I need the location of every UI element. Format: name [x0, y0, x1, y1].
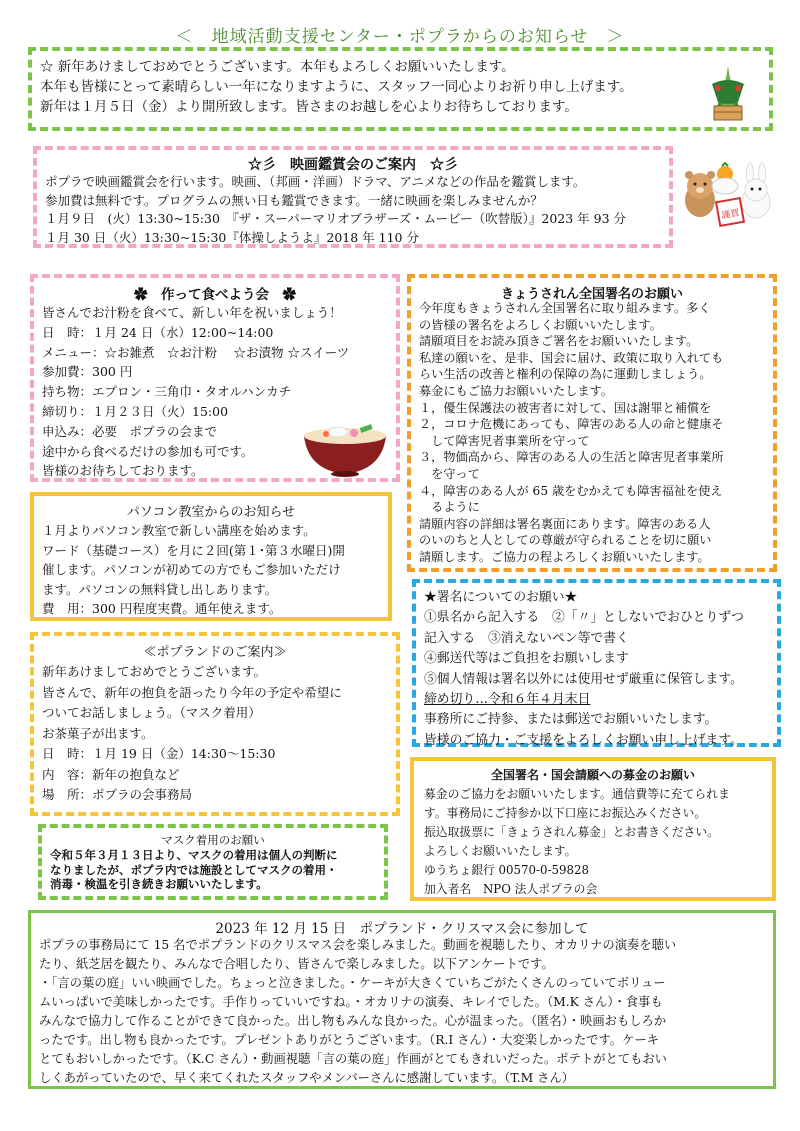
petition-title: きょうされん全国署名のお願い: [500, 287, 683, 302]
petition-line: １，優生保護法の被害者に対して、国は謝罪と補償を: [419, 400, 712, 415]
cooking-line: 持ち物：エプロン・三角巾・タオルハンカチ: [42, 384, 292, 400]
petition-line: ２，コロナ危機にあっても、障害のある人の命と健康そ: [419, 417, 724, 432]
christmas-line: たり、紙芝居を観たり、みんなで合唱したり、皆さんで楽しみました。以下アンケートです。: [39, 957, 554, 971]
movie-line: 参加費は無料です。プログラムの無い日も鑑賞できます。一緒に映画を楽しみませんか？: [45, 192, 543, 208]
donation-line: 加入者名 NPO 法人ポプラの会: [424, 882, 598, 896]
greeting-line: ☆ 新年あけましておめでとうございます。本年もよろしくお願いいたします。: [40, 59, 515, 75]
petition-line: のいのちと人としての尊厳が守られることを切に願い: [419, 533, 712, 548]
movie-box: [33, 146, 673, 248]
donation-line: よろしくお願いいたします。: [424, 844, 577, 858]
petition-line: 請願します。ご協力の程よろしくお願いいたします。: [419, 549, 710, 564]
mask-line: 消毒・検温を引き続きお願いいたします。: [50, 877, 268, 891]
pc-class-line: ます。パソコンの無料貸し出しあります。: [42, 581, 278, 597]
petition-line: を守って: [419, 466, 480, 481]
movie-title: ☆彡 映画鑑賞会のご案内 ☆彡: [248, 157, 458, 173]
greeting-line: 新年は１月５日（金）より開所致します。皆さまのお越しを心よりお待ちしております。: [40, 99, 578, 115]
donation-box: [410, 757, 776, 901]
greeting-line: 本年も皆様にとって素晴らしい一年になりますように、スタッフ一同心よりお祈り申し上げます。: [40, 79, 633, 95]
cooking-line: 皆様のお待ちしております。: [42, 463, 204, 479]
signature-line: ①県名から記入する ②「〃」としないでおひとりずつ: [424, 610, 744, 626]
page-header: ＜ 地域活動支援センター・ポプラからのお知らせ ＞: [175, 27, 625, 47]
pc-class-line: １月よりパソコン教室で新しい講座を始めます。: [42, 523, 316, 538]
donation-line: す。事務局にご持参か以下口座にお振込みください。: [424, 806, 707, 820]
popland-line: ついてお話しましょう。（マスク着用）: [42, 705, 261, 720]
donation-title: 全国署名・国会請願への募金のお願い: [490, 768, 695, 782]
new-year-animals-illustration: [678, 160, 773, 230]
popland-line: 内 容：新年の抱負など: [42, 766, 180, 782]
christmas-line: しくあがっていたので、早く来てくれたスタッフやメンバーさんに感謝しています。（T.M さん）: [39, 1071, 575, 1085]
sign-text: 謹賀: [720, 208, 741, 222]
signature-title: ★署名についてのお願い★: [424, 590, 578, 605]
pc-class-line: 費 用：300 円程度実費。通年使えます。: [42, 601, 282, 616]
donation-line: 募金のご協力をお願いいたします。通信費等に充てられま: [424, 787, 730, 801]
signature-deadline: 締め切り…令和６年４月末日: [424, 692, 591, 708]
pc-class-box: [30, 492, 392, 621]
christmas-line: ・「言の葉の庭」いい映画でした。ちょっと泣きました。・ケーキが大きくていちごがたくさんのっていてボリュー: [39, 976, 666, 990]
pc-class-line: 催します。パソコンが初めての方でもご参加いただけ: [42, 562, 341, 577]
petition-line: して障害児者事業所を守って: [419, 433, 590, 448]
popland-line: 日 時：１月 19 日（金）14:30～15:30: [42, 746, 276, 761]
movie-line: １月９日 (火）13:30~15:30 『ザ・スーパーマリオブラザーズ・ムービー（吹替版）』2023 年 93 分: [45, 211, 627, 226]
signature-line: 記入する ③消えないペン等で書く: [424, 630, 629, 646]
petition-box: [407, 274, 777, 572]
signature-notes-box: [412, 579, 781, 747]
petition-line: るように: [419, 500, 480, 515]
petition-line: ３，物価高から、障害のある人の生活と障害児者事業所: [419, 450, 724, 465]
petition-line: らい生活の改善と権利の保障の為に運動しましょう。: [419, 367, 712, 382]
movie-line: ポプラで映画鑑賞会を行います。映画、（邦画・洋画）ドラマ、アニメなどの作品を鑑賞します。: [45, 174, 586, 189]
ozoni-soup-illustration: [300, 412, 390, 477]
popland-box: [30, 632, 400, 816]
christmas-line: ポプラの事務局にて 15 名でポプランドのクリスマス会を楽しみました。動画を視聴したり、オカリナの演奏を聴い: [39, 938, 677, 952]
popland-line: 新年あけましておめでとうございます。: [42, 664, 267, 679]
greeting-box: [28, 47, 773, 131]
christmas-line: ムいっぱいで美味しかったです。手作りっていいですね。・オカリナの演奏、キレイでした。（M.K さん）・食事も: [39, 995, 663, 1009]
movie-line: １月 30 日（火）13:30~15:30『体操しようよ』2018 年 110 分: [45, 229, 419, 245]
petition-line: 請願内容の詳細は署名裏面にあります。障害のある人: [419, 516, 711, 531]
popland-line: 場 所：ポプラの会事務局: [42, 787, 193, 802]
cooking-title: ✿ 作って食べよう会 ✿: [134, 287, 296, 303]
cooking-line: 締切り：１月２３日（火）15:00: [42, 403, 229, 419]
donation-line: 振込取扱票に「きょうされん募金」とお書きください。: [424, 825, 719, 839]
mask-title: マスク着用のお願い: [161, 833, 265, 847]
mask-notice-box: [38, 824, 388, 900]
popland-title: ≪ポプランドのご案内≫: [143, 645, 287, 660]
signature-line: ⑤個人情報は署名以外には使用せず厳重に保管します。: [424, 671, 743, 687]
cooking-line: 日 時：１月 24 日（水）12:00~14:00: [42, 324, 274, 340]
petition-line: ４，障害のある人が 65 歳をむかえても障害福祉を使え: [419, 483, 723, 498]
christmas-report-box: [28, 910, 776, 1089]
christmas-line: とてもおいしかったです。（K.C さん）・動画視聴「言の葉の庭」作画がとてもきれいだった。ポテトがとてもおい: [39, 1052, 667, 1066]
donation-line: ゆうちょ銀行 00570-0-59828: [424, 863, 590, 877]
popland-line: お茶菓子が出ます。: [42, 725, 154, 741]
mask-line: 令和５年３月１３日より、マスクの着用は個人の判断に: [50, 848, 338, 862]
petition-line: 請願項目をお読み頂きご署名をお願いいたします。: [419, 334, 699, 349]
christmas-title: 2023 年 12 月 15 日 ポプランド・クリスマス会に参加して: [215, 921, 589, 937]
pc-class-title: パソコン教室からのお知らせ: [126, 505, 296, 520]
cooking-line: メニュー：☆お雑煮 ☆お汁粉 ☆お漬物 ☆スイーツ: [42, 344, 350, 360]
kadomatsu-illustration: [708, 62, 748, 122]
christmas-line: ったです。出し物も良かったです。プレゼントありがとうございます。（R.I さん）・大変楽しかったです。ケーキ: [39, 1033, 660, 1047]
petition-line: 私達の願いを、是非、国会に届け、政策に取り入れても: [419, 350, 724, 365]
petition-line: の皆様の署名をよろしくお願いいたします。: [419, 317, 662, 332]
pc-class-line: ワード（基礎コース）を月に２回(第１･第３水曜日)開: [42, 542, 345, 558]
signature-line: ④郵送代等はご負担をお願いします: [424, 651, 629, 667]
signature-line: 皆様のご協力・ご支援をよろしくお願い申し上げます。: [424, 732, 743, 748]
cooking-line: 皆さんでお汁粉を食べて、新しい年を祝いましょう！: [42, 305, 342, 320]
cooking-line: 途中から食べるだけの参加も可です。: [42, 443, 254, 459]
christmas-line: みんなで協力して作ることができて良かった。出し物もみんな良かった。心が温まった。（匿名）・映画おもしろか: [39, 1014, 667, 1028]
petition-line: 今年度もきょうされん全国署名に取り組みます。多く: [419, 301, 711, 315]
mask-line: なりましたが、ポプラ内では施設としてマスクの着用・: [50, 862, 338, 877]
signature-line: 事務所にご持参、または郵送でお願いいたします。: [424, 712, 718, 728]
cooking-line: 申込み：必要 ポプラの会まで: [42, 423, 218, 439]
petition-line: 募金にもご協力お願いいたします。: [419, 383, 614, 398]
cooking-line: 参加費：300 円: [42, 364, 133, 380]
popland-line: 皆さんで、新年の抱負を語ったり今年の予定や希望に: [42, 684, 342, 700]
